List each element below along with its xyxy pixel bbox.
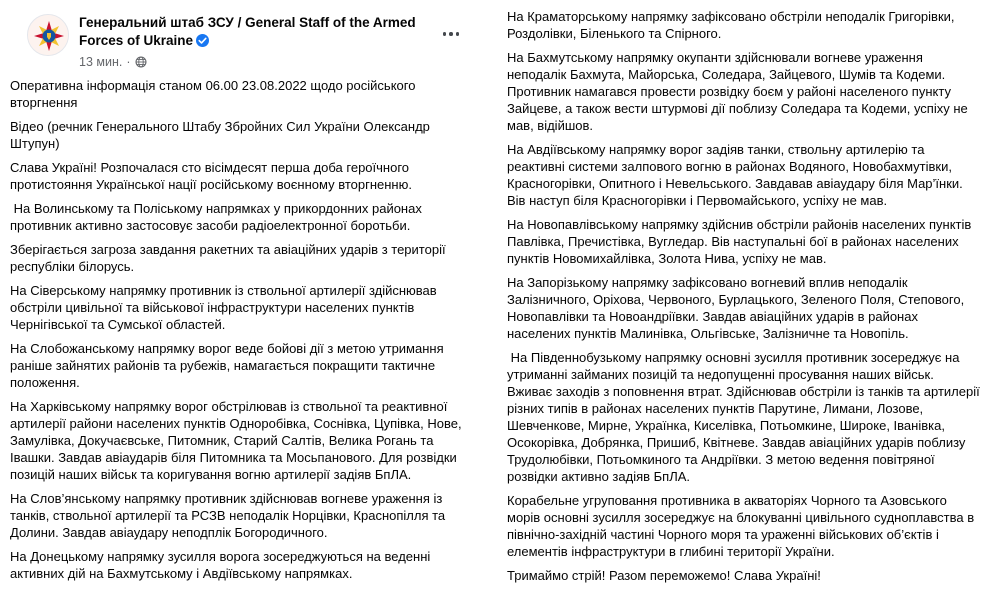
post-paragraph: Оперативна інформація станом 06.00 23.08.2022 щодо російського вторгнення	[10, 78, 420, 110]
verified-badge-icon	[196, 34, 209, 52]
post-paragraph: Слава Україні! Розпочалася сто вісімдесят перша доба героїчного протистояння Української нації російському воєнному вторгненню.	[10, 160, 413, 192]
post-paragraph: На Сіверському напрямку противник із ствольної артилерії здійснював обстріли цивільної та військової інфраструктури населених пунктів Чернігівської та Сумської областей.	[10, 283, 441, 332]
post-paragraph: На Південнобузькому напрямку основні зусилля противник зосереджує на утриманні займаних позицій та недопущенні просування наших військ. Вживає заходів з поповнення втрат. Здійснював обстріли із танків та артилерії різних типів в районах населених пунктів Парутине, Лимани, Лозове, Шевченкове, Мирне, Українка, Киселівка, Потьомкине, Широке, Іванівка, Осокорівка, Добрянка, Пришиб, Квітневе. Завдав авіаційних ударів поблизу Трудолюбівки, Потьомкиного та Андріївки. З метою ведення повітряної розвідки активно задіяв БпЛА.	[507, 350, 984, 484]
ellipsis-dot	[456, 32, 460, 36]
post-meta	[79, 55, 440, 69]
left-column	[10, 0, 478, 590]
more-options-button[interactable]	[440, 22, 462, 46]
post-paragraph: Тримаймо стрій! Разом переможемо! Слава Україні!	[507, 568, 821, 583]
post-body-left	[10, 75, 478, 582]
globe-privacy-icon	[135, 56, 147, 68]
post-paragraph: Відео (речник Генерального Штабу Збройних Сил України Олександр Штупун)	[10, 119, 434, 151]
post-paragraph: На Запорізькому напрямку зафіксовано вогневий вплив неподалік Залізничного, Оріхова, Червоного, Бурлацького, Зеленого Поля, Степового, Новопавлівки та Новоандріївки. Завдав авіаційних ударів в районах населених пунктів Малинівка, Ольгівське, Залізничне та Новопіль.	[507, 275, 968, 341]
post-paragraph: На Слобожанському напрямку ворог веде бойові дії з метою утримання раніше зайнятих районів та рубежів, намагається покращити тактичне положення.	[10, 341, 448, 390]
post-paragraph: На Слов’янському напрямку противник здійснював вогневе ураження із танків, ствольної артилерії та РСЗВ неподалік Норцівки, Краснопілля та Долини. Завдав авіаудару неподплік Богородичного.	[10, 491, 449, 540]
post-header	[10, 0, 478, 75]
post-paragraph: На Харківському напрямку ворог обстрілював із ствольної та реактивної артилерії райони населених пунктів Одноробівка, Соснівка, Цупівка, Нове, Замулівка, Докучаєвське, Питомник, Старий Салтів, Велика Рогань та Івашки. Завдав авіаударів біля Питомника та Мосьпанового. Для розвідки позицій наших військ та коригування вогню артилерії задіяв БпЛА.	[10, 399, 466, 482]
page-avatar[interactable]	[27, 14, 69, 56]
post-paragraph: На Волинському та Поліському напрямках у прикордонних районах противник активно застосовує засоби радіоелектронної боротьби.	[10, 201, 426, 233]
post-paragraph: Зберігається загроза завдання ракетних та авіаційних ударів з території республіки білорусь.	[10, 242, 450, 274]
post-paragraph: На Новопавлівському напрямку здійснив обстріли районів населених пунктів Павлівка, Пречистівка, Вугледар. Вів наступальні бої в районах населених пунктів Новомихайлівка, Золота Нива, успіху не мав.	[507, 217, 975, 266]
post-paragraph: На Авдіївському напрямку ворог задіяв танки, ствольну артилерію та реактивні системи залпового вогню в районах Водяного, Новобахмутівки, Красногорівки, Опитного і Невельського. Завдавав авіаудару біля Мар’їнки. Вів наступ біля Красногорівки і Первомайського, успіху не мав.	[507, 142, 967, 208]
general-staff-emblem-icon	[28, 15, 69, 56]
page-name-link[interactable]: Генеральний штаб ЗСУ / General Staff of the Armed Forces of Ukraine	[79, 15, 416, 48]
post-paragraph: На Краматорському напрямку зафіксовано обстріли неподалік Григорівки, Роздолівки, Біленького та Спірного.	[507, 9, 959, 41]
meta-separator: ·	[126, 55, 131, 69]
ellipsis-dot	[449, 32, 453, 36]
post-paragraph: На Бахмутському напрямку окупанти здійснювали вогневе ураження неподалік Бахмута, Майорська, Соледара, Зайцевого, Шумів та Кодеми. Противник намагався провести розвідку боєм у районі населеного пункту Зайцеве, а також вести штурмові дії поблизу Соледара та Кодеми, успіху не мав, відійшов.	[507, 50, 972, 133]
post-paragraph: Корабельне угруповання противника в акваторіях Чорного та Азовського морів основні зусилля зосереджує на блокуванні цивільного судноплавства в північно-західній частині Чорного моря та ураженні військових об’єктів і елементів інфраструктури в глибині території України.	[507, 493, 978, 559]
post-body-right	[507, 8, 984, 584]
ellipsis-dot	[443, 32, 447, 36]
header-text	[79, 14, 440, 69]
post-paragraph: На Донецькому напрямку зусилля ворога зосереджуються на веденні активних дій на Бахмутському і Авдіївському напрямках.	[10, 549, 434, 581]
timestamp-link[interactable]: 13 мин.	[79, 55, 123, 69]
right-column	[507, 0, 984, 590]
